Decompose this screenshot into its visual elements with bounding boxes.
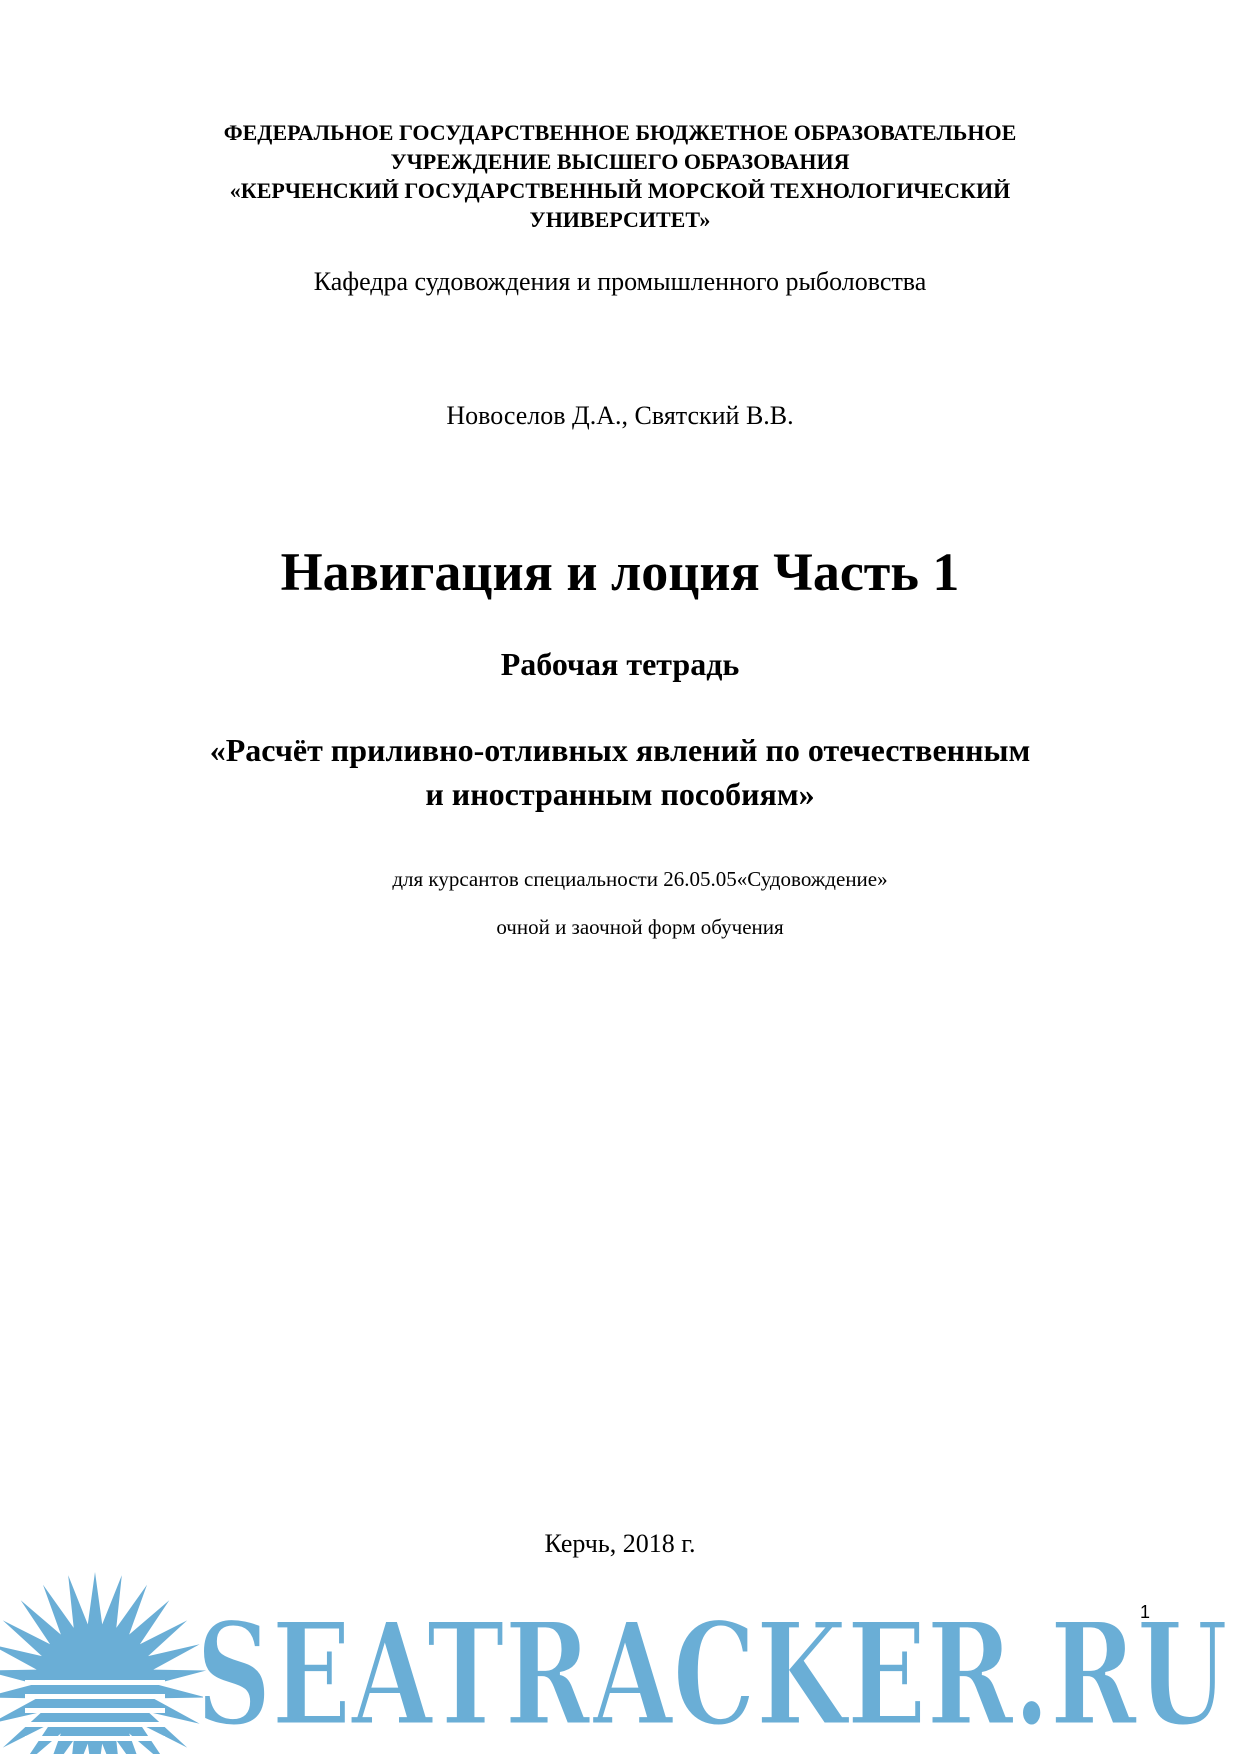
sun-stripe [25, 1736, 165, 1741]
sun-stripe [25, 1722, 165, 1727]
sun-icon [0, 1572, 206, 1754]
target-audience: для курсантов специальности 26.05.05«Судовождение» [392, 867, 888, 891]
institution-line: УНИВЕРСИТЕТ» [529, 207, 711, 232]
department-name: Кафедра судовождения и промышленного рыболовства [313, 267, 927, 296]
institution-line: ФЕДЕРАЛЬНОЕ ГОСУДАРСТВЕННОЕ БЮДЖЕТНОЕ ОБРАЗОВАТЕЛЬНОЕ [223, 120, 1017, 145]
page-number: 1 [1140, 1602, 1151, 1622]
document-title: Навигация и лоция Часть 1 [280, 542, 960, 602]
watermark [0, 1566, 1240, 1754]
document-subtitle: Рабочая тетрадь [500, 646, 740, 682]
institution-line: УЧРЕЖДЕНИЕ ВЫСШЕГО ОБРАЗОВАНИЯ [390, 149, 850, 174]
institution-line: «КЕРЧЕНСКИЙ ГОСУДАРСТВЕННЫЙ МОРСКОЙ ТЕХНОЛОГИЧЕСКИЙ [229, 178, 1011, 203]
watermark-text: SEATRACKER.RU [196, 1592, 1228, 1754]
authors: Новоселов Д.А., Святский В.В. [446, 401, 794, 430]
sun-stripe [25, 1694, 165, 1699]
institution-header [0, 118, 1240, 234]
city-year: Керчь, 2018 г. [544, 1529, 696, 1558]
topic-line: и иностранным пособиям» [425, 776, 815, 812]
study-form: очной и заочной форм обучения [496, 915, 784, 939]
sun-stripe [25, 1708, 165, 1713]
sun-stripe [25, 1680, 165, 1685]
topic-line: «Расчёт приливно-отливных явлений по отечественным [209, 732, 1031, 768]
document-topic [0, 728, 1240, 816]
